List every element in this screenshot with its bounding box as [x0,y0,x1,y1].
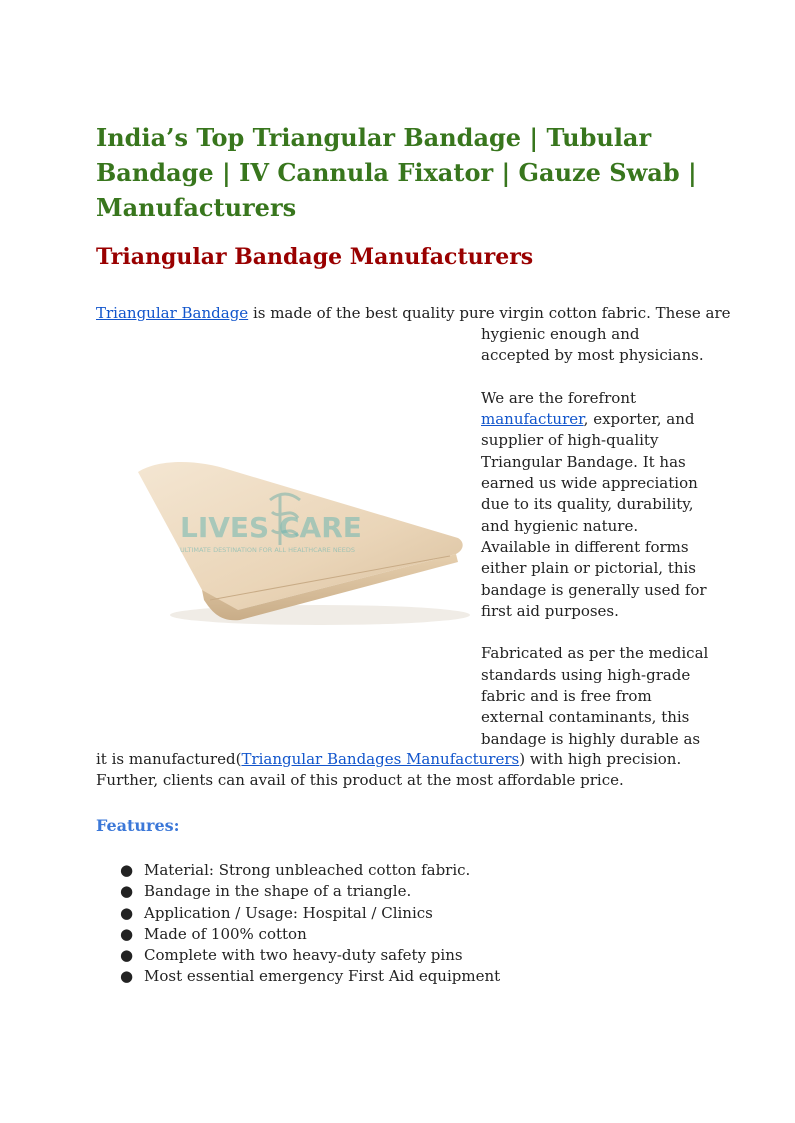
watermark-tagline: ULTIMATE DESTINATION FOR ALL HEALTHCARE NEEDS [180,546,356,554]
watermark-brand: LIVES CARE [180,511,362,544]
features-heading: Features: [96,816,180,835]
triangular-bandage-image [120,440,470,640]
triangular-bandages-manufacturers-link[interactable]: Triangular Bandages Manufacturers [241,750,520,768]
manufacturer-link[interactable]: manufacturer [481,410,584,429]
feature-text: Application / Usage: Hospital / Clinics [144,903,433,922]
text-column [481,324,711,750]
bandage-illustration [120,440,470,640]
column-paragraph-1: hygienic enough and accepted by most physicians. [481,325,704,365]
section-heading: Triangular Bandage Manufacturers [96,244,534,270]
bullet-icon: ● [120,882,134,901]
list-item [120,924,500,945]
column-paragraph-3: Fabricated as per the medical standards using high-grade fabric and is free from external contaminants, this bandage is highly durable as [481,644,709,748]
list-item [120,945,500,966]
feature-text: Bandage in the shape of a triangle. [144,882,412,901]
list-item [120,881,500,902]
closing-text-start: it is manufactured( [96,750,242,768]
closing-line-1 [96,749,681,770]
bullet-icon: ● [120,861,134,879]
intro-text: is made of the best quality pure virgin cotton fabric. These are [248,304,731,322]
feature-text: Complete with two heavy-duty safety pins [144,946,463,965]
feature-text: Most essential emergency First Aid equipment [144,967,501,986]
bullet-icon: ● [120,903,134,922]
column-paragraph-2 [481,388,711,622]
closing-line-2: Further, clients can avail of this product at the most affordable price. [96,771,624,789]
list-item [120,860,500,881]
list-item [120,966,500,987]
bullet-icon: ● [120,924,134,943]
list-item [120,903,500,924]
feature-text: Made of 100% cotton [144,924,307,943]
para2-text-end: , exporter, and supplier of high-quality Triangular Bandage. It has earned us wide appreciation due to its quality, durability, and hygienic nature. Available in different forms either plain or pictorial, this bandage is generally used for first aid purposes. [481,410,707,620]
closing-text-end: ) with high precision. [519,750,682,768]
feature-text: Material: Strong unbleached cotton fabric. [144,861,471,879]
bullet-icon: ● [120,967,134,986]
page-title: India’s Top Triangular Bandage | Tubular Bandage | IV Cannula Fixator | Gauze Swab | Manufacturers [96,123,697,222]
intro-paragraph [96,303,731,324]
features-list [120,860,500,988]
bullet-icon: ● [120,946,134,965]
para2-text-start: We are the forefront [481,388,637,407]
triangular-bandage-link[interactable]: Triangular Bandage [96,304,249,322]
